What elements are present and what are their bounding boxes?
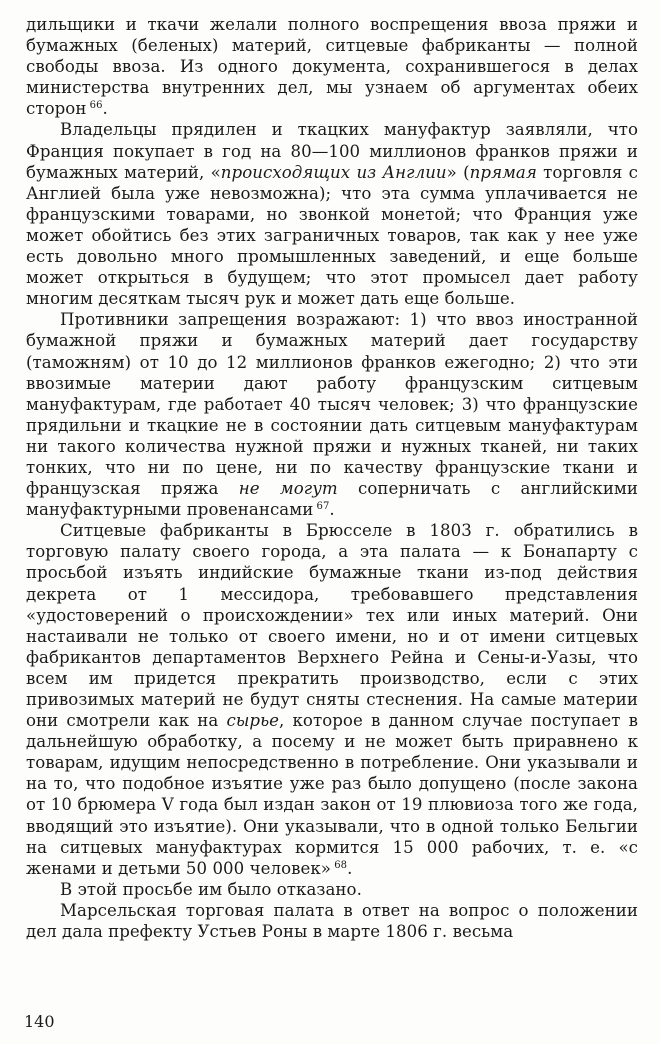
text-run: В этой просьбе им было отказано. <box>60 879 362 899</box>
page-number: 140 <box>24 1012 55 1031</box>
italic-emphasis: сырье <box>226 711 280 731</box>
italic-emphasis: не могут <box>238 479 338 499</box>
text-run: Ситцевые фабриканты в Брюсселе в 1803 г. обратились в торговую палату своего города, а эта палата — к Бонапарту с просьбой изъять индийские бумажные ткани из-под действия декрета от 1 мессидора, требовавшего представления «удостоверений о происхождении» тех или иных материй. Они настаивали не только от своего имени, но и от имени ситцевых фабрикантов департаментов Верхнего Рейна и Сены-и-Уазы, что всем им придется прекратить производство, если с этих привозимых материй не будут сняты стеснения. На самые материи они смотрели как на <box>26 521 638 731</box>
footnote-marker: 68 <box>331 859 348 871</box>
text-run: » ( <box>446 162 470 182</box>
paragraph <box>26 309 638 520</box>
text-run: торговля с Англией была уже невозможна); что эта сумма уплачивается не французскими товарами, но звонкой монетой; что Франция уже может обойтись без этих заграничных товаров, так как у нее уже есть довольно много промышленных заведений, и еще больше может открыться в будущем; что этот промысел дает работу многим десяткам тысяч рук и может дать еще больше. <box>26 162 638 309</box>
footnote-marker: 67 <box>313 501 330 513</box>
text-run: Марсельская торговая палата в ответ на вопрос о положении дел дала префекту Устьев Роны в марте 1806 г. весьма <box>26 900 638 942</box>
paragraph <box>26 14 638 119</box>
text-run: . <box>329 500 335 520</box>
italic-emphasis: прямая <box>469 162 537 182</box>
paragraph <box>26 520 638 879</box>
paragraph <box>26 119 638 309</box>
text-run: Владельцы прядилен и ткацких мануфактур заявляли, что Франция покупает в год на 80—100 миллионов франков пряжи и бумажных материй, « <box>26 120 638 182</box>
paragraph <box>26 879 638 900</box>
body-text <box>26 14 638 942</box>
text-run: Противники запрещения возражают: 1) что ввоз иностранной бумажной пряжи и бумажных материй дает государству (таможням) от 10 до 12 миллионов франков ежегодно; 2) что эти ввозимые материи дают работу французским ситцевым мануфактурам, где работает 40 тысяч человек; 3) что французские прядильни и ткацкие не в состоянии дать ситцевым мануфактурам ни такого количества нужной пряжи и нужных тканей, ни таких тонких, что ни по цене, ни по качеству французские ткани и французская пряжа <box>26 310 638 499</box>
paragraph <box>26 900 638 942</box>
text-run: . <box>102 99 108 119</box>
text-run: , которое в данном случае поступает в дальнейшую обработку, а посему и не может быть приравнено к товарам, идущим непосредственно в потребление. Они указывали и на то, что подобное изъятие уже раз было допущено (после закона от 10 брюмера V года был издан закон от 19 плювиоза того же года, вводящий это изъятие). Они указывали, что в одной только Бельгии на ситцевых мануфактурах кормится 15 000 рабочих, т. е. «с женами и детьми 50 000 человек» <box>26 711 638 878</box>
text-run: соперничать с английскими мануфактурными провенансами <box>26 479 639 520</box>
text-run: дильщики и ткачи желали полного воспрещения ввоза пряжи и бумажных (беленых) материй, ситцевые фабриканты — полной свободы ввоза. Из одного документа, сохранившегося в делах министерства внутренних дел, мы узнаем об аргументах обеих сторон <box>26 15 638 119</box>
italic-emphasis: происходящих из Англии <box>220 162 447 182</box>
footnote-marker: 66 <box>86 100 103 112</box>
text-run: . <box>347 858 353 878</box>
